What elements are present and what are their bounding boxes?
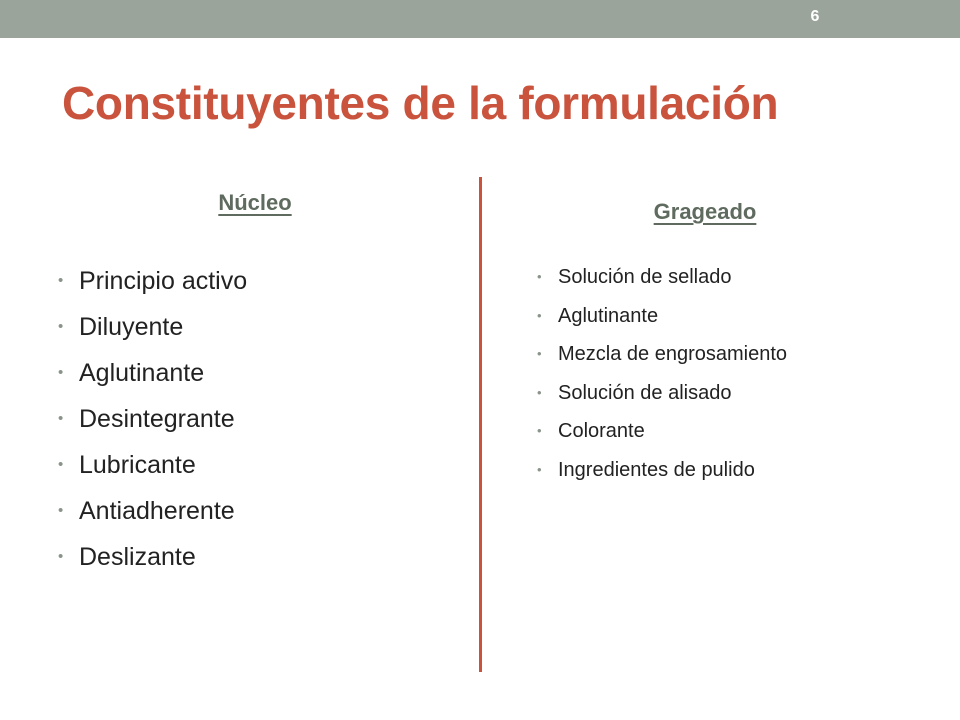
- list-item: • Aglutinante: [537, 301, 787, 340]
- list-item: • Aglutinante: [58, 356, 247, 402]
- list-item: • Ingredientes de pulido: [537, 455, 787, 494]
- list-item: • Solución de alisado: [537, 378, 787, 417]
- list-item: • Deslizante: [58, 540, 247, 586]
- list-item: • Solución de sellado: [537, 262, 787, 301]
- slide-number: 6: [810, 8, 820, 25]
- list-item: • Lubricante: [58, 448, 247, 494]
- right-bullet-list: [537, 262, 787, 493]
- list-item: • Mezcla de engrosamiento: [537, 339, 787, 378]
- column-divider: [479, 177, 482, 672]
- list-item: • Colorante: [537, 416, 787, 455]
- list-item: • Desintegrante: [58, 402, 247, 448]
- left-column-heading: Núcleo: [218, 190, 292, 215]
- list-item: • Diluyente: [58, 310, 247, 356]
- slide-title: Constituyentes de la formulación: [62, 77, 779, 129]
- list-item: • Antiadherente: [58, 494, 247, 540]
- list-item: • Principio activo: [58, 264, 247, 310]
- right-column-heading: Grageado: [653, 199, 757, 224]
- left-bullet-list: [58, 264, 247, 586]
